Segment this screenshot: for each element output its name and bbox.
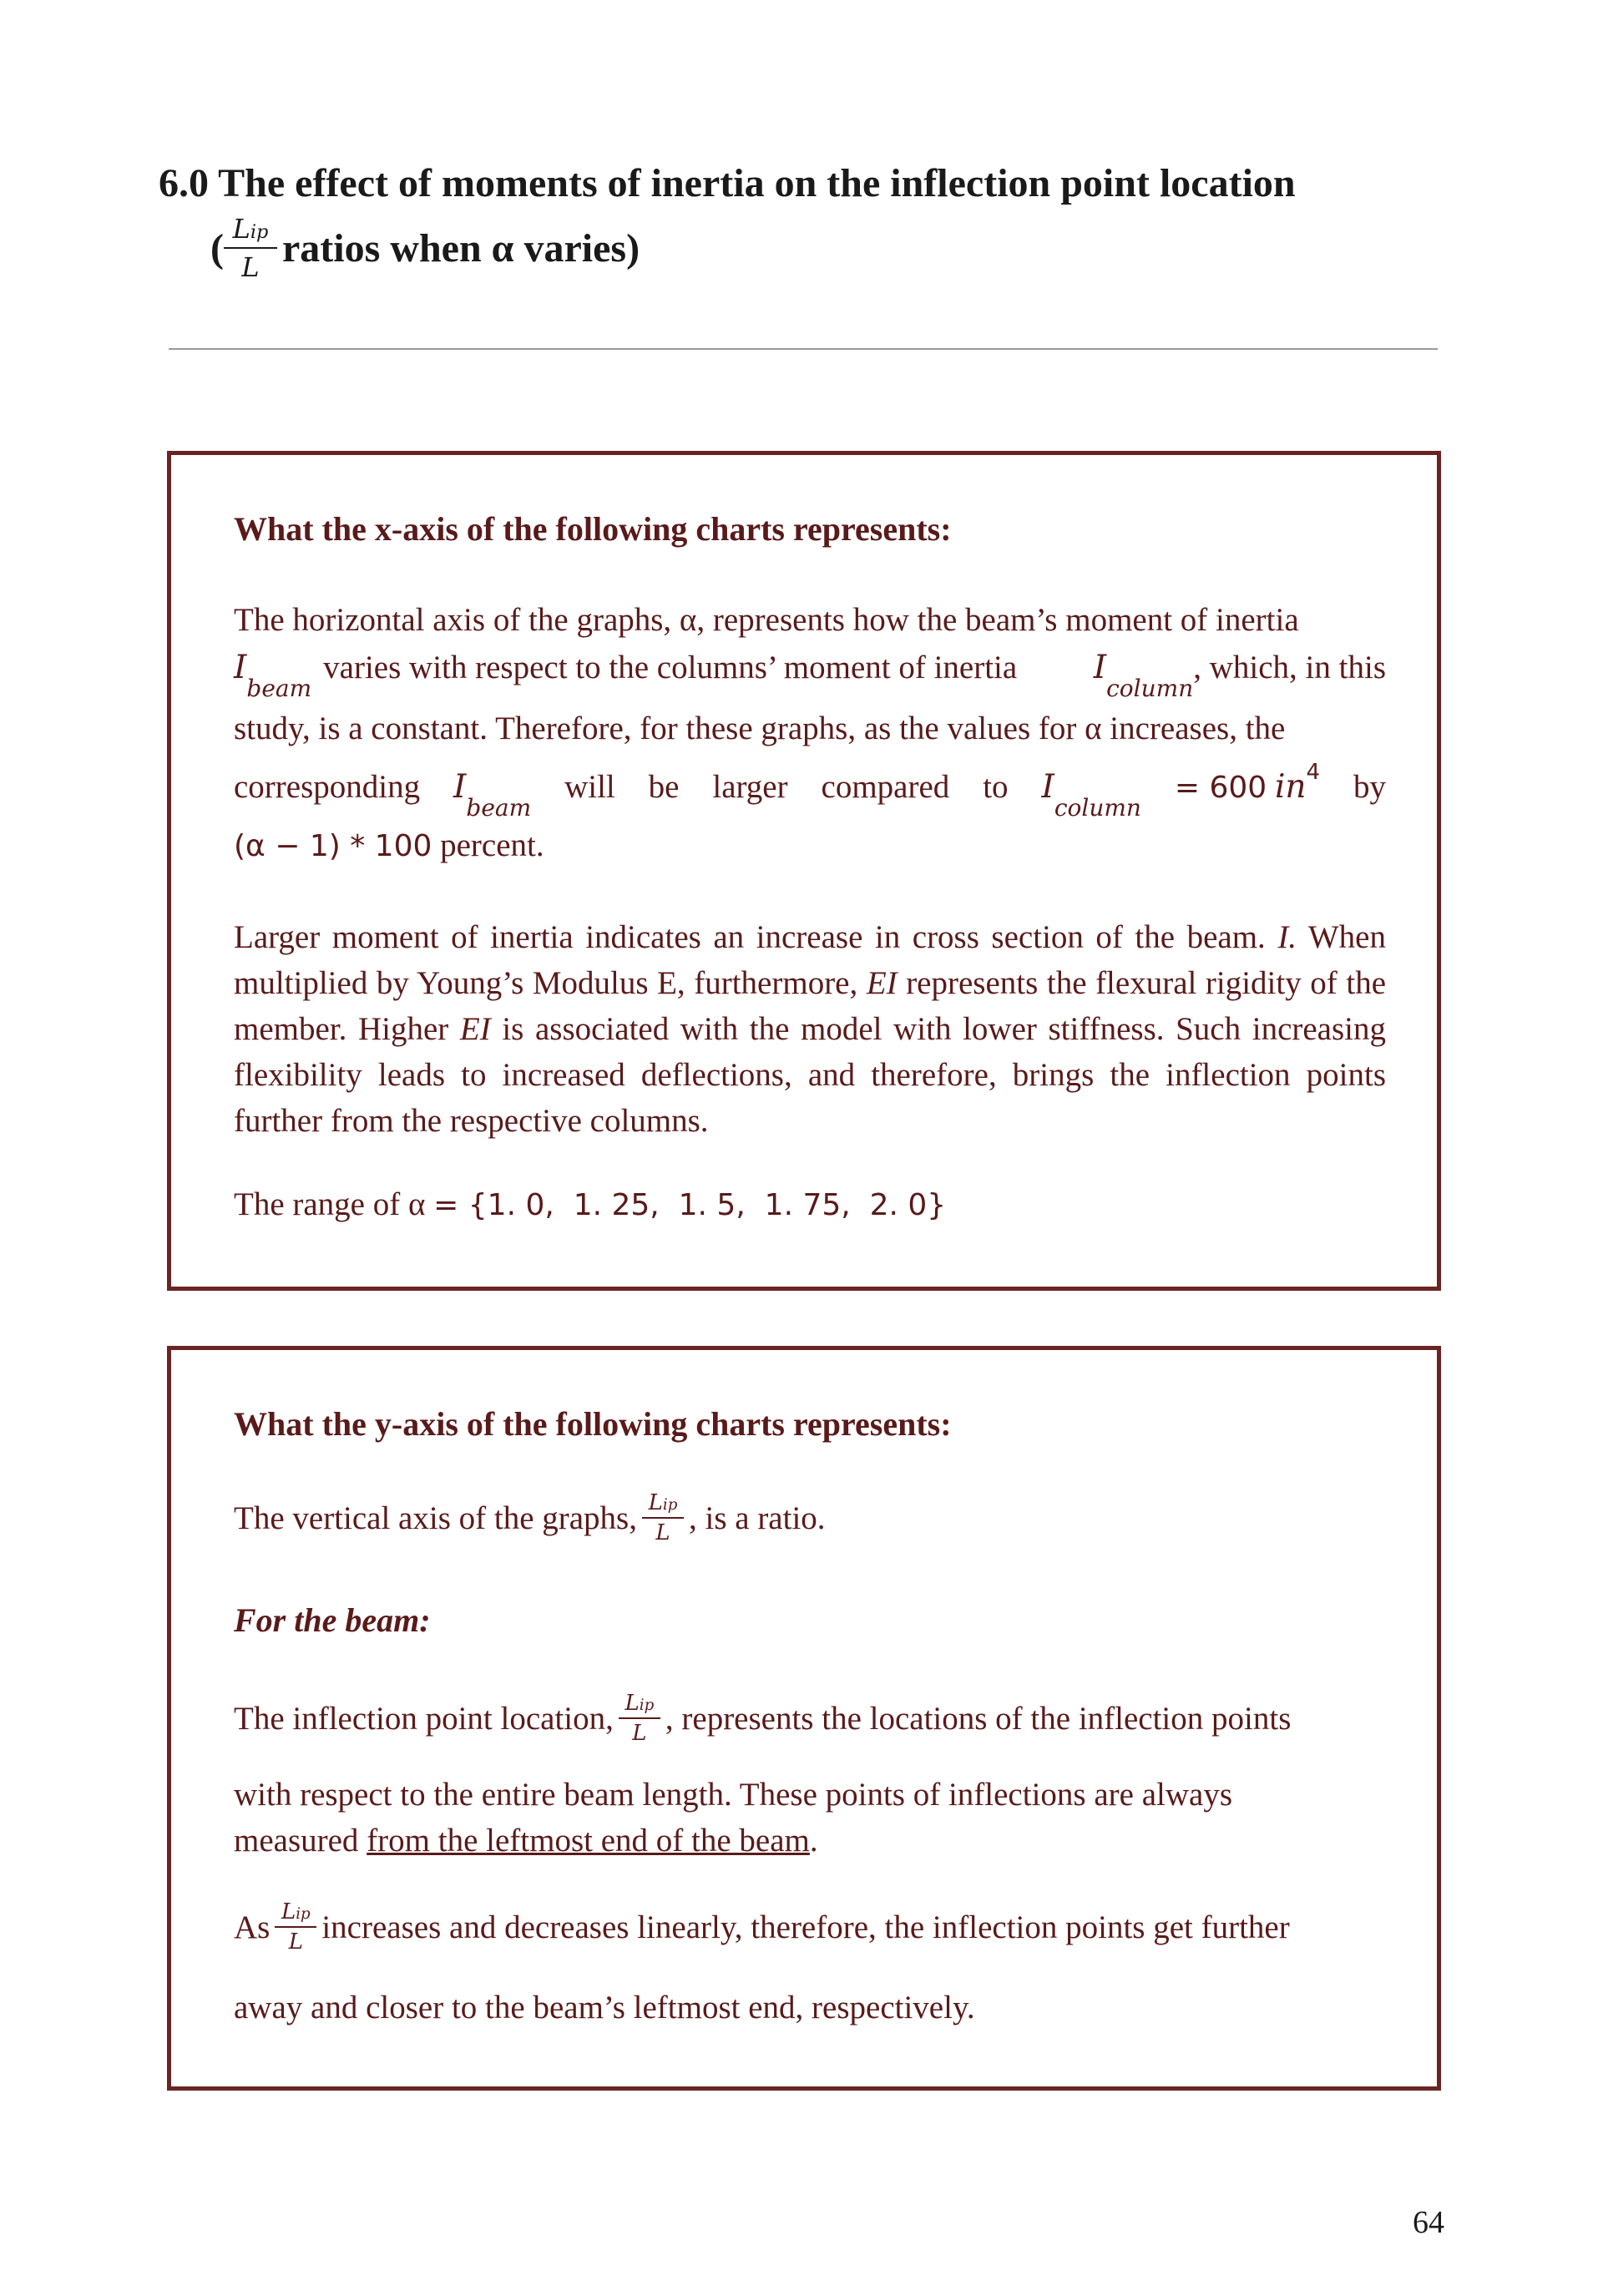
y-inflection-line-1: The inflection point location, $\frac{\text{Lip}}{L}$ , represents the locations of the inflection points [234, 1691, 1292, 1746]
title-divider [169, 348, 1438, 350]
lip-over-l-fraction: $\frac{\text{Lip}}{L}$ [619, 1692, 660, 1744]
lip-over-l-fraction: $\frac{\text{Lip}}{L}$ [642, 1492, 684, 1544]
y-as-line-2: away and closer to the beam’s leftmost end, respectively. [234, 1990, 975, 2025]
x-para-line-5: (α − 1) * 100 percent. [234, 827, 544, 863]
section-title: 6.0 The effect of moments of inertia on the inflection point location [159, 161, 1296, 205]
lip-over-l-fraction: $\frac{\text{Lip}}{L}$ [224, 215, 277, 281]
for-the-beam-heading: For the beam: [234, 1601, 431, 1639]
y-inflection-line-3: measured from the leftmost end of the beam . [234, 1823, 818, 1859]
x-para-line-3: study, is a constant. Therefore, for these graphs, as the values for α increases, the [234, 711, 1286, 746]
section-subtitle [210, 215, 640, 281]
alpha-range: The range of α = {1. 0, 1. 25, 1. 5, 1. 75, 2. 0} [234, 1186, 947, 1222]
lip-over-l-fraction: $\frac{\text{Lip}}{L}$ [275, 1901, 316, 1953]
page-number: 64 [1413, 2205, 1444, 2240]
x-para-line-1: The horizontal axis of the graphs, α, represents how the beam’s moment of inertia [234, 602, 1299, 638]
x-para-2: Larger moment of inertia indicates an increase in cross section of the beam. I. When multiplied by Young’s Modulus E, furthermore, EI represents the flexural rigidity of the member. Higher EI is associated with the model with lower stiffness. Such increasing flexibility leads to increased deflections, and therefore, brings the inflection points further from the respective columns. [234, 919, 1386, 1139]
subtitle-text: ratios when α varies) [281, 225, 640, 271]
x-para-line-4: corresponding $I_{beam}$ will be larger compared to $I_{column}$ = 600 $in^4$ by [234, 760, 1386, 822]
open-paren: ( [210, 225, 224, 271]
y-axis-heading: What the y-axis of the following charts represents: [234, 1405, 952, 1443]
y-as-line-1: As $\frac{\text{Lip}}{L}$ increases and decreases linearly, therefore, the inflection points get further [234, 1899, 1290, 1955]
y-inflection-line-2: with respect to the entire beam length. These points of inflections are always [234, 1777, 1232, 1813]
x-axis-info-box [167, 451, 1441, 1291]
x-axis-heading: What the x-axis of the following charts represents: [234, 510, 952, 548]
leftmost-end-underlined: from the leftmost end of the beam [367, 1823, 810, 1859]
x-para-line-2: I beam varies with respect to the columns’ moment of inertia I column , which, in this [234, 649, 1386, 702]
y-axis-info-box [167, 1346, 1441, 2091]
y-vertical-line: The vertical axis of the graphs, $\frac{\text{Lip}}{L}$ , is a ratio. [234, 1490, 826, 1545]
